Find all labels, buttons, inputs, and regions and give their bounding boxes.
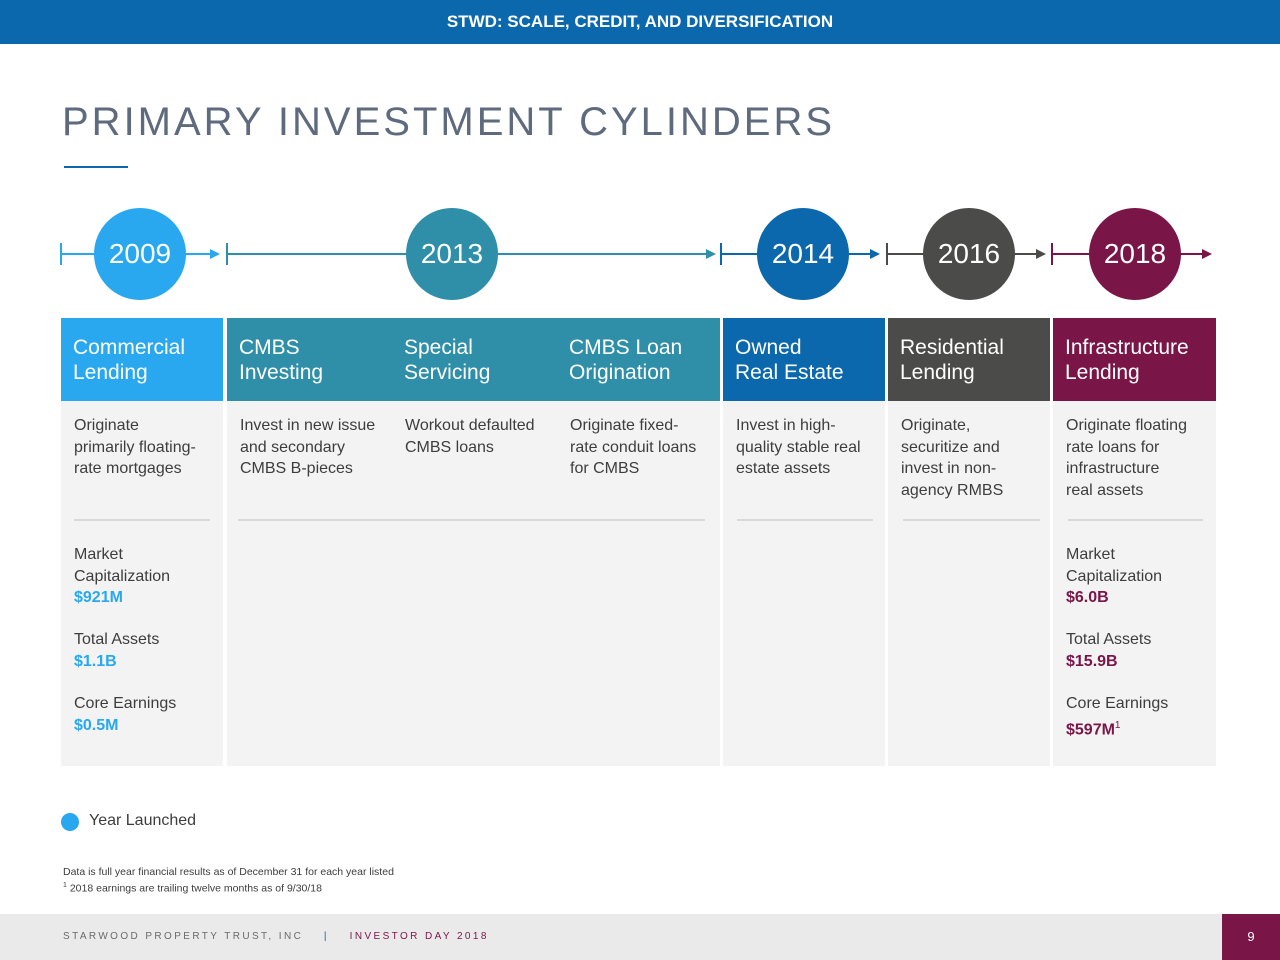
- metric-core-earnings-2018: [1066, 693, 1168, 740]
- description-line: quality stable real: [736, 438, 861, 456]
- description-line: rate mortgages: [74, 460, 182, 477]
- column-header-line: Residential: [900, 336, 1004, 359]
- column-header-cmbs-investing: [227, 318, 392, 401]
- year-circle-2018: 2018: [1089, 208, 1181, 300]
- column-description: [570, 415, 725, 480]
- year-circle-2014: 2014: [757, 208, 849, 300]
- column-header-commercial-lending: [61, 318, 223, 401]
- description-line: for CMBS: [570, 460, 640, 477]
- divider: [737, 519, 873, 521]
- timeline-connector: [0, 205, 1280, 305]
- column-header-line: Special: [404, 336, 473, 359]
- divider: [238, 519, 705, 521]
- column-header-line: Lending: [73, 361, 148, 384]
- description-line: Originate,: [901, 417, 971, 434]
- arrow-icon: [870, 249, 880, 259]
- divider: [74, 519, 210, 521]
- column-header-line: Infrastructure: [1065, 336, 1189, 359]
- column-description: [74, 415, 224, 480]
- header-bar: [0, 0, 1280, 44]
- description-line: CMBS loans: [405, 438, 494, 456]
- column-header-owned-real-estate: [723, 318, 885, 401]
- arrow-icon: [210, 249, 220, 259]
- column-header-line: CMBS: [239, 336, 300, 359]
- page-title: PRIMARY INVESTMENT CYLINDERS: [62, 100, 836, 144]
- metric-value: $0.5M: [74, 716, 119, 734]
- description-line: securitize and: [901, 438, 1000, 456]
- description-line: Originate fixed-: [570, 417, 679, 434]
- column-header-line: Servicing: [404, 361, 491, 384]
- metric-value: $15.9B: [1066, 652, 1118, 670]
- metric-label: Market: [74, 546, 123, 563]
- metric-total-assets-2018: [1066, 629, 1151, 672]
- arrow-icon: [1036, 249, 1046, 259]
- column-header-cmbs-loan-origination: [557, 318, 720, 401]
- metric-label: Core Earnings: [74, 695, 177, 712]
- column-description: [240, 415, 400, 480]
- footnote-earnings: [63, 882, 322, 895]
- metric-value: $921M: [74, 589, 123, 606]
- column-header-line: CMBS Loan: [569, 336, 683, 359]
- column-description: [901, 415, 1051, 501]
- divider: [1068, 519, 1203, 521]
- footer-company: STARWOOD PROPERTY TRUST, INC: [63, 931, 304, 942]
- footnote-reference: 1: [1114, 719, 1121, 731]
- column-header-line: Investing: [239, 361, 324, 384]
- footnote-mark: 1: [63, 882, 67, 889]
- arrow-icon: [706, 249, 716, 259]
- footnote-text: 2018 earnings are trailing twelve months as of 9/30/18: [69, 882, 322, 895]
- column-header-line: Real Estate: [735, 361, 844, 384]
- metric-label: Core Earnings: [1066, 695, 1169, 712]
- arrow-icon: [1202, 249, 1212, 259]
- header-ticker: STWD:: [446, 12, 503, 31]
- legend-label: Year Launched: [89, 812, 197, 829]
- column-header-infrastructure-lending: [1053, 318, 1216, 401]
- footer-event: INVESTOR DAY 2018: [349, 931, 489, 942]
- description-line: CMBS B-pieces: [240, 460, 353, 477]
- column-description: [405, 415, 565, 458]
- column-header-special-servicing: [392, 318, 557, 401]
- description-line: Originate floating: [1066, 417, 1187, 434]
- divider: [903, 519, 1040, 521]
- description-line: rate conduit loans: [570, 438, 697, 456]
- column-header-line: Owned: [735, 336, 802, 359]
- metric-label: Capitalization: [74, 567, 171, 585]
- legend-dot-icon: [61, 813, 79, 831]
- metric-value: $597M: [1066, 720, 1115, 738]
- description-line: invest in non-: [901, 460, 997, 477]
- header-subtitle: SCALE, CREDIT, AND DIVERSIFICATION: [507, 12, 834, 31]
- description-line: infrastructure: [1066, 460, 1160, 477]
- year-circle-2013: 2013: [406, 208, 498, 300]
- metric-total-assets-2009: [74, 629, 159, 672]
- metric-market-cap-2009: [74, 544, 170, 609]
- description-line: Originate: [74, 417, 139, 434]
- metric-label: Capitalization: [1066, 567, 1163, 585]
- column-description: [736, 415, 886, 480]
- footer-text: [63, 931, 489, 942]
- description-line: and secondary: [240, 438, 345, 456]
- description-line: estate assets: [736, 460, 831, 477]
- description-line: primarily floating-: [74, 438, 196, 456]
- metric-label: Total Assets: [74, 631, 160, 648]
- description-line: Invest in new issue: [240, 417, 376, 434]
- column-header-line: Commercial: [73, 336, 186, 359]
- page-number: 9: [1222, 914, 1280, 960]
- column-header-line: Origination: [569, 361, 671, 384]
- year-circle-2016: 2016: [923, 208, 1015, 300]
- metric-core-earnings-2009: [74, 693, 176, 736]
- title-underline: [64, 166, 128, 168]
- description-line: Workout defaulted: [405, 417, 535, 434]
- metric-value: $1.1B: [74, 652, 117, 670]
- metric-value: $6.0B: [1066, 589, 1109, 606]
- footer-separator: |: [323, 931, 329, 942]
- column-header-line: Lending: [900, 361, 975, 384]
- description-line: Invest in high-: [736, 417, 836, 434]
- metric-label: Total Assets: [1066, 631, 1152, 648]
- metric-market-cap-2018: [1066, 544, 1162, 609]
- footnote-data-basis: Data is full year financial results as of December 31 for each year listed: [63, 866, 394, 878]
- metric-label: Market: [1066, 546, 1115, 563]
- description-line: agency RMBS: [901, 481, 1004, 499]
- description-line: real assets: [1066, 481, 1144, 499]
- column-header-line: Lending: [1065, 361, 1140, 384]
- column-description: [1066, 415, 1216, 501]
- year-circle-2009: 2009: [94, 208, 186, 300]
- description-line: rate loans for: [1066, 438, 1160, 456]
- column-header-residential-lending: [888, 318, 1050, 401]
